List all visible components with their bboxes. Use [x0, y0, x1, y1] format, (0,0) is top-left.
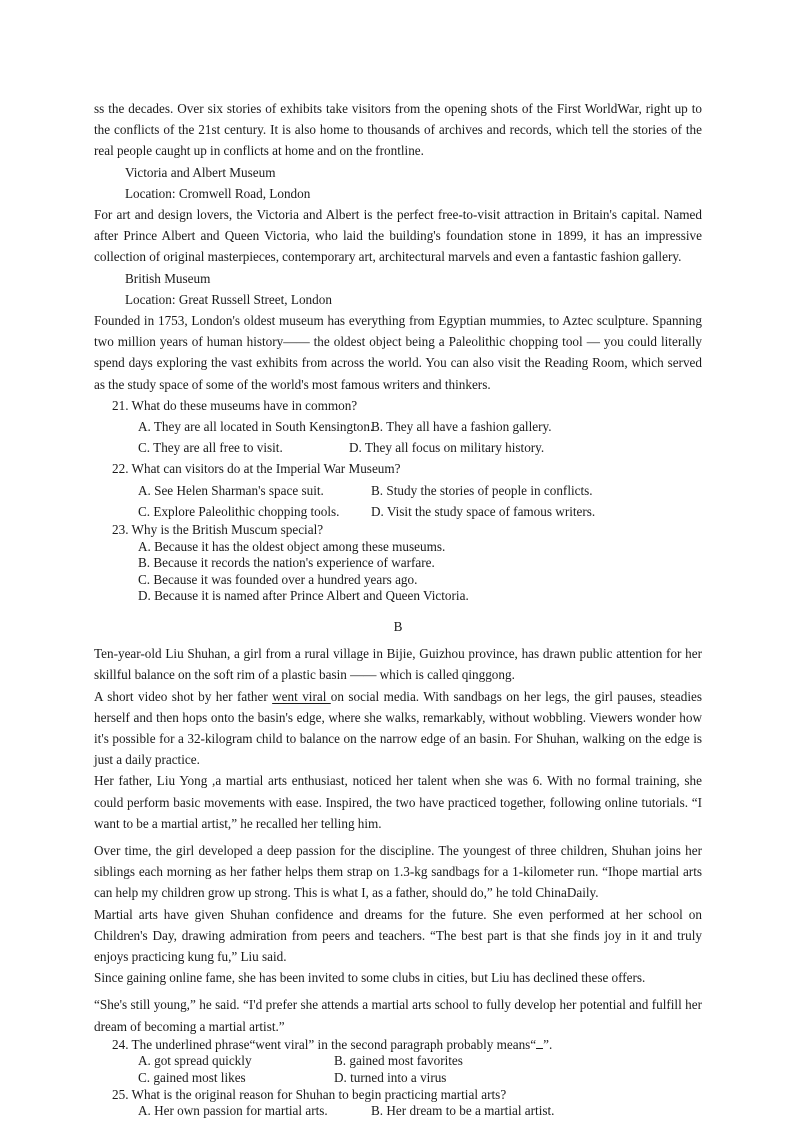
passage-b-p2-pre: A short video shot by her father [94, 688, 273, 704]
underlined-phrase-went-viral: went viral [272, 688, 331, 704]
question-24-stem [94, 1037, 702, 1054]
passage-a-continued-paragraph: ss the decades. Over six stories of exhibits take visitors from the opening shots of the First WorldWar, right up to the conflicts of the 21st century. It is also home to thousands of archives and records, which tell the stories of the real people caught up in conflicts at home and on the frontline. [94, 101, 706, 159]
question-24-option-d[interactable]: D. turned into a virus [334, 1070, 447, 1086]
passage-b-paragraph-3: Her father, Liu Yong ,a martial arts enthusiast, noticed her talent when she was 6. With no formal training, she could perform basic movements with ease. Inspired, the two have practiced together, following online tutorials. “I want to be a martial artist,” he recalled her telling him. [94, 773, 706, 831]
museum-victoria-albert-description: For art and design lovers, the Victoria and Albert is the perfect free-to-visit attraction in Britain's capital. Named after Prince Albert and Queen Victoria, who laid the building's foundation stone in 1899, it has an impressive collection of original masterpieces, contemporary art, architectural marvels and even a fantastic fashion gallery. [94, 207, 706, 265]
passage-b-paragraph-1: Ten-year-old Liu Shuhan, a girl from a rural village in Bijie, Guizhou province, has drawn public attention for her skillful balance on the soft rim of a plastic basin —— which is called qinggong. [94, 646, 706, 683]
museum-british-location: Location: Great Russell Street, London [125, 291, 332, 307]
question-21-options-row-2 [94, 437, 702, 458]
passage-b-paragraph-2 [94, 686, 706, 771]
question-24-stem-pre: 24. The underlined phrase“went viral” in the second paragraph probably means“ [112, 1036, 537, 1052]
question-25-option-a[interactable]: A. Her own passion for martial arts. [138, 1103, 328, 1119]
question-21-options-row-1 [94, 416, 702, 437]
question-23-option-b[interactable]: B. Because it records the nation's experience of warfare. [138, 555, 435, 571]
passage-b-paragraph-6: Since gaining online fame, she has been invited to some clubs in cities, but Liu has declined these offers. [94, 970, 646, 986]
question-22-options-row-1 [94, 480, 702, 501]
question-21-option-c[interactable]: C. They are all free to visit. [138, 440, 283, 456]
museum-british-name: British Museum [125, 270, 211, 286]
question-23-option-a[interactable]: A. Because it has the oldest object among these museums. [138, 538, 446, 554]
question-21-option-d[interactable]: D. They all focus on military history. [349, 440, 545, 456]
question-24-option-a[interactable]: A. got spread quickly [138, 1053, 252, 1069]
question-22-stem: 22. What can visitors do at the Imperial War Museum? [112, 461, 401, 477]
question-23-stem: 23. Why is the British Muscum special? [112, 522, 324, 538]
question-22-option-d[interactable]: D. Visit the study space of famous writers. [371, 503, 596, 519]
question-24-stem-post: ”. [543, 1036, 553, 1052]
question-21-stem: 21. What do these museums have in common? [112, 397, 358, 413]
question-22-option-a[interactable]: A. See Helen Sharman's space suit. [138, 482, 324, 498]
question-25-option-b[interactable]: B. Her dream to be a martial artist. [371, 1103, 555, 1119]
question-22-options-row-2 [94, 501, 702, 522]
question-24-option-b[interactable]: B. gained most favorites [334, 1053, 463, 1069]
passage-b-paragraph-4: Over time, the girl developed a deep passion for the discipline. The youngest of three children, Shuhan joins her siblings each morning as her father helps them strap on 1.3-kg sandbags for a 1-kilometer run. “Ihope martial arts can help my children grow up strong. This is what I, as a father, should do,” he told ChinaDaily. [94, 843, 706, 901]
museum-british-description: Founded in 1753, London's oldest museum has everything from Egyptian mummies, to Aztec sculpture. Spanning two million years of human history—— the oldest object being a Paleolithic chopping tool — you could literally spend days exploring the vast exhibits from across the world. You can also visit the Reading Room, which served as the study space of some of the world's most famous writers and thinkers. [94, 313, 706, 392]
question-24-options-row-2 [94, 1070, 702, 1087]
question-21-option-b[interactable]: B. They all have a fashion gallery. [371, 419, 552, 435]
question-25-stem: 25. What is the original reason for Shuhan to begin practicing martial arts? [112, 1086, 507, 1102]
question-21-option-a[interactable]: A. They are all located in South Kensington. [138, 419, 374, 435]
passage-b-p2-post: on social media. With sandbags on her legs, the girl pauses, steadies herself and then hops onto the basin's edge, where she walks, remarkably, without wobbling. Viewers wonder how it's possible for a 32-kilogram child to balance on the narrow edge of an basin. For Shuhan, walking on the edge is just a daily practice. [94, 688, 706, 768]
question-24-options-row-1 [94, 1053, 702, 1070]
question-22-option-b[interactable]: B. Study the stories of people in conflicts. [371, 482, 593, 498]
museum-victoria-albert-name: Victoria and Albert Museum [125, 164, 276, 180]
question-23-option-d[interactable]: D. Because it is named after Prince Albert and Queen Victoria. [138, 588, 469, 604]
question-25-options-row-1 [94, 1103, 702, 1120]
passage-b-paragraph-7: “She's still young,” he said. “I'd prefer she attends a martial arts school to fully develop her potential and fulfill her dream of becoming a martial artist.” [94, 997, 706, 1034]
question-22-option-c[interactable]: C. Explore Paleolithic chopping tools. [138, 503, 340, 519]
museum-victoria-albert-location: Location: Cromwell Road, London [125, 185, 311, 201]
page-content [94, 98, 706, 1120]
passage-b-paragraph-5: Martial arts have given Shuhan confidence and dreams for the future. She even performed at her school on Children's Day, drawing admiration from peers and teachers. “The best part is that she finds joy in it and truly enjoys practicing kung fu,” Liu said. [94, 906, 706, 965]
question-23-option-c[interactable]: C. Because it was founded over a hundred years ago. [138, 571, 418, 587]
section-b-label: B [393, 619, 403, 635]
question-24-option-c[interactable]: C. gained most likes [138, 1070, 246, 1086]
